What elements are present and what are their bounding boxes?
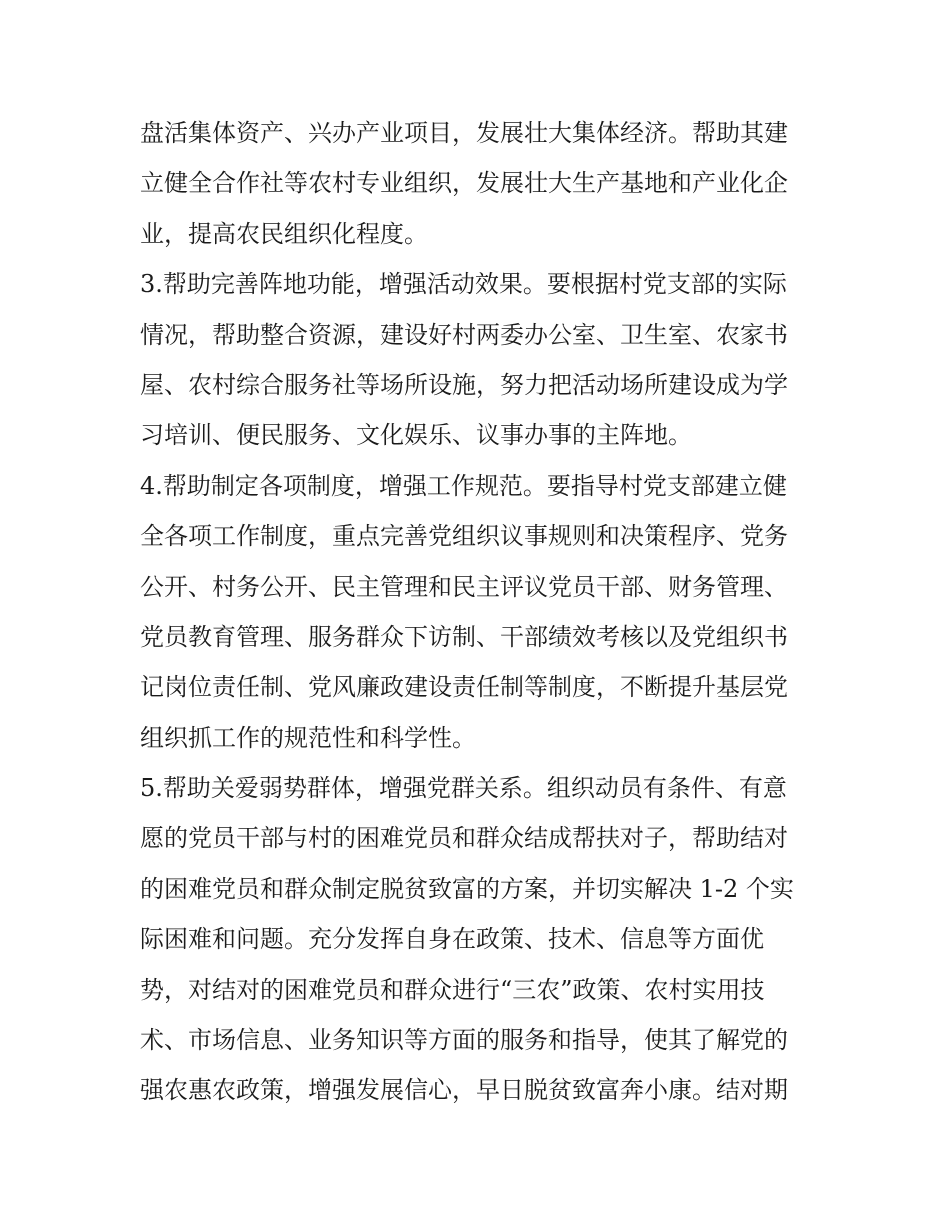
body-text: [140, 108, 820, 1116]
text-line: 5.帮助关爱弱势群体，增强党群关系。组织动员有条件、有意: [140, 774, 787, 803]
text-line: 术、市场信息、业务知识等方面的服务和指导，使其了解党的: [140, 1026, 788, 1055]
text-line: 势，对结对的困难党员和群众进行“三农”政策、农村实用技: [140, 975, 765, 1004]
text-line: 3.帮助完善阵地功能，增强活动效果。要根据村党支部的实际: [140, 270, 787, 299]
text-line: 公开、村务公开、民主管理和民主评议党员干部、财务管理、: [140, 572, 788, 601]
text-line: 党员教育管理、服务群众下访制、干部绩效考核以及党组织书: [140, 622, 788, 651]
text-line: 的困难党员和群众制定脱贫致富的方案，并切实解决 1-2 个实: [140, 874, 794, 903]
text-line: 际困难和问题。充分发挥自身在政策、技术、信息等方面优: [140, 925, 764, 954]
text-line: 强农惠农政策，增强发展信心，早日脱贫致富奔小康。结对期: [140, 1076, 788, 1105]
text-line: 4.帮助制定各项制度，增强工作规范。要指导村党支部建立健: [140, 471, 787, 500]
text-line: 习培训、便民服务、文化娱乐、议事办事的主阵地。: [140, 421, 692, 450]
text-line: 盘活集体资产、兴办产业项目，发展壮大集体经济。帮助其建: [140, 119, 788, 147]
text-line: 组织抓工作的规范性和科学性。: [140, 723, 476, 752]
text-line: 屋、农村综合服务社等场所设施，努力把活动场所建设成为学: [140, 370, 788, 399]
text-line: 情况，帮助整合资源，建设好村两委办公室、卫生室、农家书: [140, 320, 788, 349]
text-line: 愿的党员干部与村的困难党员和群众结成帮扶对子，帮助结对: [140, 824, 788, 853]
text-line: 业，提高农民组织化程度。: [140, 219, 428, 248]
text-line: 立健全合作社等农村专业组织，发展壮大生产基地和产业化企: [140, 169, 788, 198]
text-line: 全各项工作制度，重点完善党组织议事规则和决策程序、党务: [140, 522, 788, 551]
text-line: 记岗位责任制、党风廉政建设责任制等制度，不断提升基层党: [140, 673, 788, 702]
